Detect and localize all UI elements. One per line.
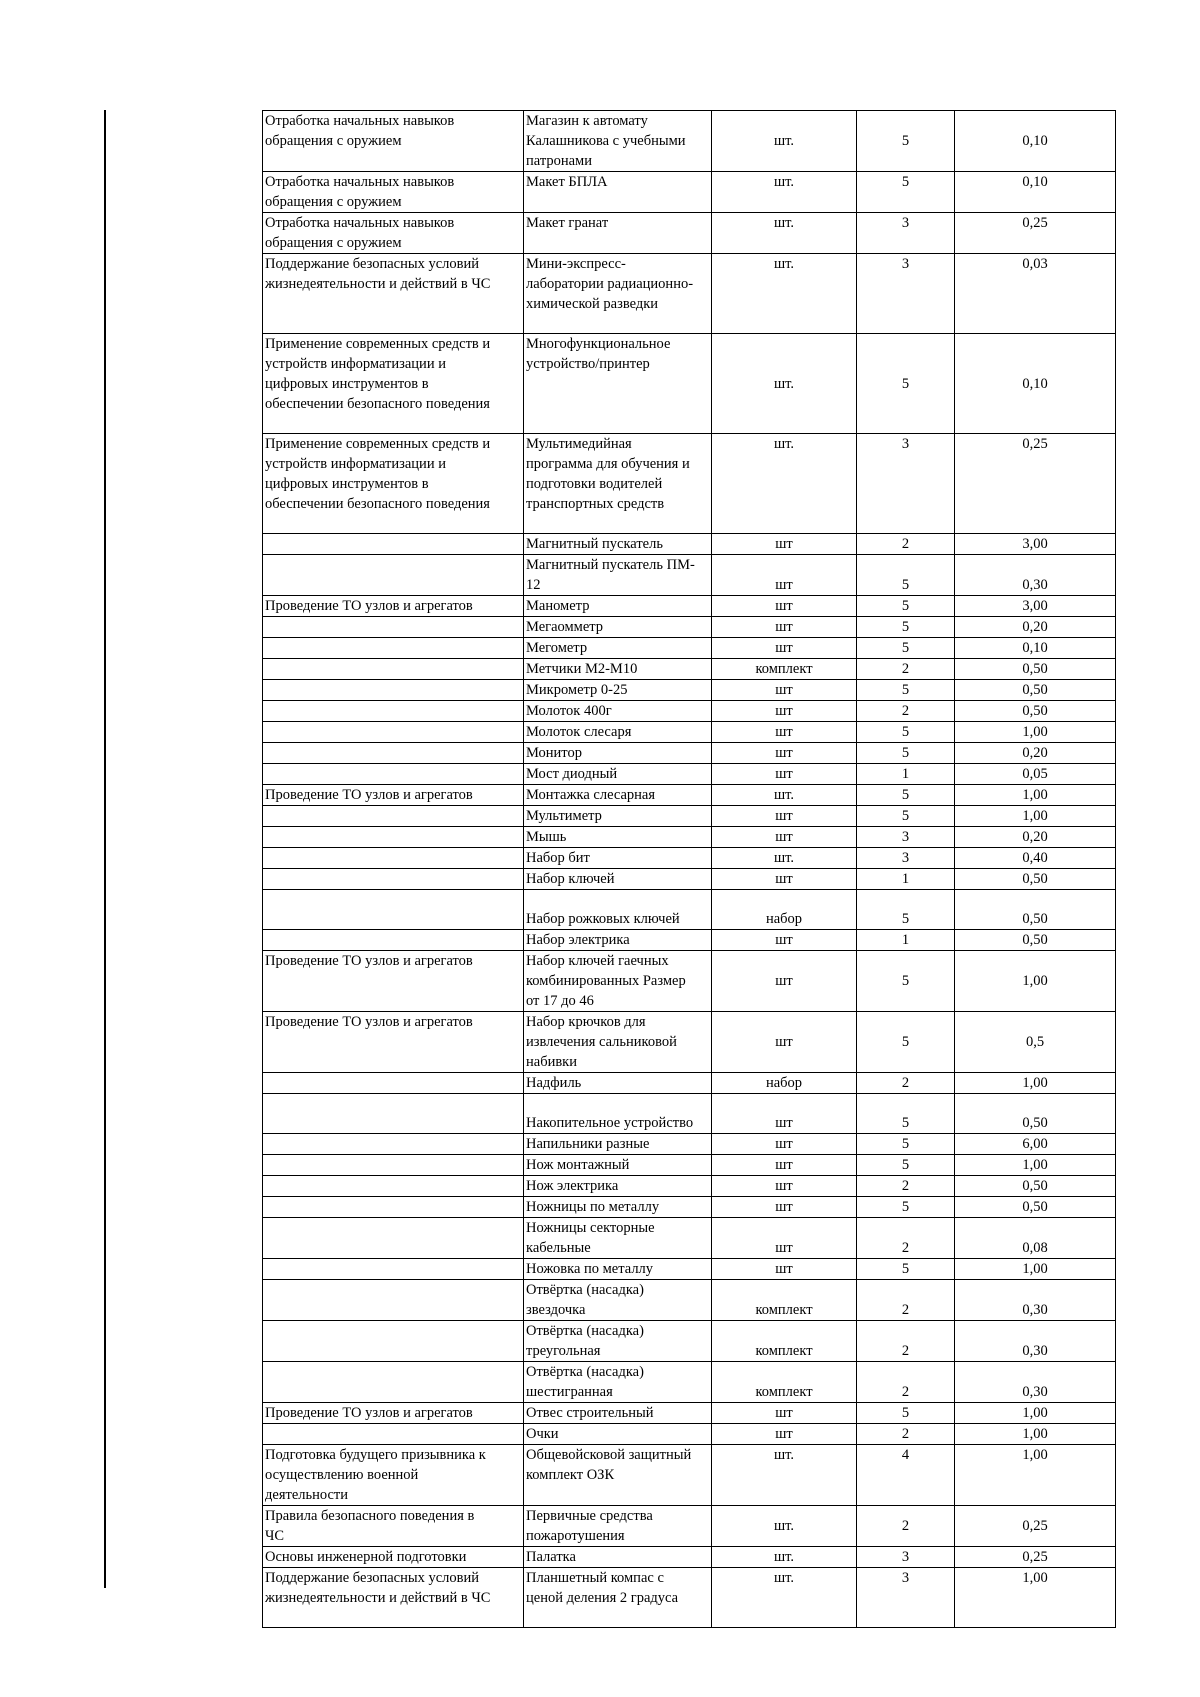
value-cell: 1,00 bbox=[955, 1445, 1116, 1506]
value-cell: 0,50 bbox=[955, 930, 1116, 951]
value-cell: 1,00 bbox=[955, 1259, 1116, 1280]
value-cell: 1,00 bbox=[955, 951, 1116, 1012]
table-row bbox=[263, 534, 1116, 555]
unit-cell: шт bbox=[712, 617, 857, 638]
table-row bbox=[263, 1094, 1116, 1134]
value-cell: 0,30 bbox=[955, 1362, 1116, 1403]
table-row bbox=[263, 434, 1116, 534]
item-name-cell: Манометр bbox=[524, 596, 712, 617]
item-name-cell: Монтажка слесарная bbox=[524, 785, 712, 806]
item-name-cell: Молоток 400г bbox=[524, 701, 712, 722]
table-row bbox=[263, 785, 1116, 806]
unit-cell: шт bbox=[712, 596, 857, 617]
table-row bbox=[263, 213, 1116, 254]
item-name-cell: Отвёртка (насадка) шестигранная bbox=[524, 1362, 712, 1403]
activity-cell bbox=[263, 743, 524, 764]
quantity-cell: 2 bbox=[857, 659, 955, 680]
quantity-cell: 3 bbox=[857, 827, 955, 848]
table-row bbox=[263, 1362, 1116, 1403]
quantity-cell: 4 bbox=[857, 1445, 955, 1506]
item-name-cell: Мини-экспресс- лаборатории радиационно- химической разведки bbox=[524, 254, 712, 334]
item-name-cell: Молоток слесаря bbox=[524, 722, 712, 743]
activity-cell bbox=[263, 1197, 524, 1218]
table-row bbox=[263, 172, 1116, 213]
value-cell: 0,25 bbox=[955, 1547, 1116, 1568]
unit-cell: шт. bbox=[712, 434, 857, 534]
unit-cell: шт bbox=[712, 869, 857, 890]
unit-cell: шт bbox=[712, 1094, 857, 1134]
item-name-cell: Набор крючков для извлечения сальниковой набивки bbox=[524, 1012, 712, 1073]
unit-cell: набор bbox=[712, 890, 857, 930]
unit-cell: шт bbox=[712, 1012, 857, 1073]
unit-cell: шт bbox=[712, 951, 857, 1012]
quantity-cell: 5 bbox=[857, 1155, 955, 1176]
table-row bbox=[263, 1424, 1116, 1445]
activity-cell bbox=[263, 1362, 524, 1403]
table-row bbox=[263, 334, 1116, 434]
activity-cell: Проведение ТО узлов и агрегатов bbox=[263, 951, 524, 1012]
item-name-cell: Первичные средства пожаротушения bbox=[524, 1506, 712, 1547]
value-cell: 0,05 bbox=[955, 764, 1116, 785]
activity-cell bbox=[263, 701, 524, 722]
table-row bbox=[263, 1218, 1116, 1259]
activity-cell bbox=[263, 1424, 524, 1445]
item-name-cell: Микрометр 0-25 bbox=[524, 680, 712, 701]
table-row bbox=[263, 827, 1116, 848]
table-row bbox=[263, 1445, 1116, 1506]
activity-cell bbox=[263, 680, 524, 701]
unit-cell: шт bbox=[712, 1176, 857, 1197]
item-name-cell: Мышь bbox=[524, 827, 712, 848]
table-row bbox=[263, 869, 1116, 890]
activity-cell bbox=[263, 1094, 524, 1134]
quantity-cell: 5 bbox=[857, 890, 955, 930]
item-name-cell: Общевойсковой защитный комплект ОЗК bbox=[524, 1445, 712, 1506]
quantity-cell: 3 bbox=[857, 1547, 955, 1568]
value-cell: 0,25 bbox=[955, 434, 1116, 534]
activity-cell: Проведение ТО узлов и агрегатов bbox=[263, 1403, 524, 1424]
table-row bbox=[263, 1073, 1116, 1094]
table-row bbox=[263, 638, 1116, 659]
value-cell: 0,25 bbox=[955, 1506, 1116, 1547]
item-name-cell: Мультимедийная программа для обучения и подготовки водителей транспортных средств bbox=[524, 434, 712, 534]
activity-cell: Подготовка будущего призывника к осуществлению военной деятельности bbox=[263, 1445, 524, 1506]
quantity-cell: 5 bbox=[857, 785, 955, 806]
unit-cell: шт bbox=[712, 534, 857, 555]
unit-cell: шт. bbox=[712, 785, 857, 806]
value-cell: 1,00 bbox=[955, 806, 1116, 827]
value-cell: 1,00 bbox=[955, 1403, 1116, 1424]
quantity-cell: 2 bbox=[857, 1176, 955, 1197]
table-row bbox=[263, 617, 1116, 638]
table-row bbox=[263, 1547, 1116, 1568]
activity-cell: Проведение ТО узлов и агрегатов bbox=[263, 785, 524, 806]
unit-cell: шт bbox=[712, 680, 857, 701]
unit-cell: комплект bbox=[712, 1280, 857, 1321]
activity-cell: Поддержание безопасных условий жизнедеятельности и действий в ЧС bbox=[263, 1568, 524, 1628]
unit-cell: шт. bbox=[712, 1445, 857, 1506]
item-name-cell: Магазин к автомату Калашникова с учебными патронами bbox=[524, 111, 712, 172]
unit-cell: шт bbox=[712, 555, 857, 596]
quantity-cell: 5 bbox=[857, 1012, 955, 1073]
unit-cell: шт bbox=[712, 930, 857, 951]
activity-cell: Отработка начальных навыков обращения с оружием bbox=[263, 213, 524, 254]
activity-cell bbox=[263, 722, 524, 743]
activity-cell: Отработка начальных навыков обращения с оружием bbox=[263, 111, 524, 172]
table-row bbox=[263, 848, 1116, 869]
value-cell: 1,00 bbox=[955, 722, 1116, 743]
quantity-cell: 1 bbox=[857, 930, 955, 951]
item-name-cell: Многофункциональное устройство/принтер bbox=[524, 334, 712, 434]
table-row bbox=[263, 1259, 1116, 1280]
activity-cell bbox=[263, 1176, 524, 1197]
table-row bbox=[263, 1012, 1116, 1073]
item-name-cell: Набор рожковых ключей bbox=[524, 890, 712, 930]
value-cell: 0,50 bbox=[955, 701, 1116, 722]
quantity-cell: 5 bbox=[857, 806, 955, 827]
quantity-cell: 5 bbox=[857, 596, 955, 617]
value-cell: 0,30 bbox=[955, 1280, 1116, 1321]
item-name-cell: Планшетный компас с ценой деления 2 градуса bbox=[524, 1568, 712, 1628]
value-cell: 0,10 bbox=[955, 172, 1116, 213]
value-cell: 0,20 bbox=[955, 743, 1116, 764]
quantity-cell: 5 bbox=[857, 1259, 955, 1280]
value-cell: 0,50 bbox=[955, 1094, 1116, 1134]
table-row bbox=[263, 722, 1116, 743]
activity-cell bbox=[263, 1280, 524, 1321]
item-name-cell: Магнитный пускатель bbox=[524, 534, 712, 555]
activity-cell bbox=[263, 555, 524, 596]
quantity-cell: 5 bbox=[857, 1134, 955, 1155]
quantity-cell: 5 bbox=[857, 951, 955, 1012]
value-cell: 0,5 bbox=[955, 1012, 1116, 1073]
unit-cell: шт bbox=[712, 722, 857, 743]
value-cell: 0,50 bbox=[955, 869, 1116, 890]
activity-cell: Проведение ТО узлов и агрегатов bbox=[263, 1012, 524, 1073]
unit-cell: шт. bbox=[712, 111, 857, 172]
unit-cell: комплект bbox=[712, 1321, 857, 1362]
activity-cell bbox=[263, 869, 524, 890]
quantity-cell: 2 bbox=[857, 1424, 955, 1445]
value-cell: 0,10 bbox=[955, 638, 1116, 659]
unit-cell: шт. bbox=[712, 172, 857, 213]
value-cell: 1,00 bbox=[955, 1568, 1116, 1628]
page-margin-line bbox=[104, 110, 106, 1588]
activity-cell bbox=[263, 930, 524, 951]
item-name-cell: Отвес строительный bbox=[524, 1403, 712, 1424]
item-name-cell: Напильники разные bbox=[524, 1134, 712, 1155]
activity-cell bbox=[263, 638, 524, 659]
quantity-cell: 2 bbox=[857, 1073, 955, 1094]
quantity-cell: 2 bbox=[857, 701, 955, 722]
value-cell: 3,00 bbox=[955, 534, 1116, 555]
value-cell: 0,08 bbox=[955, 1218, 1116, 1259]
activity-cell: Применение современных средств и устройств информатизации и цифровых инструментов в обеспечении безопасного поведения bbox=[263, 334, 524, 434]
value-cell: 3,00 bbox=[955, 596, 1116, 617]
table-row bbox=[263, 930, 1116, 951]
item-name-cell: Мегометр bbox=[524, 638, 712, 659]
unit-cell: шт bbox=[712, 1403, 857, 1424]
item-name-cell: Отвёртка (насадка) звездочка bbox=[524, 1280, 712, 1321]
item-name-cell: Мультиметр bbox=[524, 806, 712, 827]
activity-cell bbox=[263, 1155, 524, 1176]
value-cell: 0,20 bbox=[955, 827, 1116, 848]
quantity-cell: 5 bbox=[857, 722, 955, 743]
quantity-cell: 5 bbox=[857, 743, 955, 764]
value-cell: 6,00 bbox=[955, 1134, 1116, 1155]
quantity-cell: 5 bbox=[857, 680, 955, 701]
unit-cell: шт bbox=[712, 1218, 857, 1259]
equipment-table bbox=[262, 110, 1116, 1628]
item-name-cell: Отвёртка (насадка) треугольная bbox=[524, 1321, 712, 1362]
item-name-cell: Набор бит bbox=[524, 848, 712, 869]
activity-cell bbox=[263, 1218, 524, 1259]
unit-cell: шт. bbox=[712, 213, 857, 254]
quantity-cell: 2 bbox=[857, 1506, 955, 1547]
table-row bbox=[263, 1197, 1116, 1218]
table-row bbox=[263, 1134, 1116, 1155]
value-cell: 0,40 bbox=[955, 848, 1116, 869]
table-row bbox=[263, 890, 1116, 930]
item-name-cell: Макет БПЛА bbox=[524, 172, 712, 213]
quantity-cell: 5 bbox=[857, 1403, 955, 1424]
quantity-cell: 5 bbox=[857, 172, 955, 213]
activity-cell bbox=[263, 806, 524, 827]
value-cell: 0,30 bbox=[955, 1321, 1116, 1362]
quantity-cell: 3 bbox=[857, 1568, 955, 1628]
activity-cell bbox=[263, 890, 524, 930]
value-cell: 0,50 bbox=[955, 890, 1116, 930]
activity-cell bbox=[263, 617, 524, 638]
unit-cell: шт bbox=[712, 1259, 857, 1280]
value-cell: 0,30 bbox=[955, 555, 1116, 596]
activity-cell bbox=[263, 848, 524, 869]
unit-cell: шт bbox=[712, 827, 857, 848]
activity-cell: Отработка начальных навыков обращения с оружием bbox=[263, 172, 524, 213]
unit-cell: шт. bbox=[712, 254, 857, 334]
table-row bbox=[263, 951, 1116, 1012]
table-row bbox=[263, 701, 1116, 722]
item-name-cell: Набор ключей bbox=[524, 869, 712, 890]
table-row bbox=[263, 764, 1116, 785]
unit-cell: шт. bbox=[712, 1506, 857, 1547]
quantity-cell: 5 bbox=[857, 638, 955, 659]
quantity-cell: 3 bbox=[857, 213, 955, 254]
item-name-cell: Очки bbox=[524, 1424, 712, 1445]
item-name-cell: Магнитный пускатель ПМ- 12 bbox=[524, 555, 712, 596]
unit-cell: шт bbox=[712, 764, 857, 785]
unit-cell: шт bbox=[712, 743, 857, 764]
item-name-cell: Метчики М2-М10 bbox=[524, 659, 712, 680]
quantity-cell: 5 bbox=[857, 1197, 955, 1218]
value-cell: 0,20 bbox=[955, 617, 1116, 638]
unit-cell: шт bbox=[712, 1134, 857, 1155]
table-row bbox=[263, 659, 1116, 680]
value-cell: 1,00 bbox=[955, 1424, 1116, 1445]
unit-cell: шт bbox=[712, 638, 857, 659]
quantity-cell: 2 bbox=[857, 1362, 955, 1403]
table-row bbox=[263, 596, 1116, 617]
activity-cell: Правила безопасного поведения в ЧС bbox=[263, 1506, 524, 1547]
quantity-cell: 2 bbox=[857, 1280, 955, 1321]
activity-cell: Проведение ТО узлов и агрегатов bbox=[263, 596, 524, 617]
quantity-cell: 5 bbox=[857, 617, 955, 638]
quantity-cell: 2 bbox=[857, 1321, 955, 1362]
table-row bbox=[263, 1403, 1116, 1424]
value-cell: 1,00 bbox=[955, 1155, 1116, 1176]
value-cell: 1,00 bbox=[955, 785, 1116, 806]
unit-cell: шт bbox=[712, 1197, 857, 1218]
activity-cell bbox=[263, 827, 524, 848]
table-row bbox=[263, 555, 1116, 596]
value-cell: 0,50 bbox=[955, 1197, 1116, 1218]
item-name-cell: Ножницы по металлу bbox=[524, 1197, 712, 1218]
table-row bbox=[263, 1321, 1116, 1362]
activity-cell: Поддержание безопасных условий жизнедеятельности и действий в ЧС bbox=[263, 254, 524, 334]
item-name-cell: Накопительное устройство bbox=[524, 1094, 712, 1134]
item-name-cell: Нож монтажный bbox=[524, 1155, 712, 1176]
unit-cell: шт. bbox=[712, 1547, 857, 1568]
quantity-cell: 3 bbox=[857, 848, 955, 869]
quantity-cell: 5 bbox=[857, 111, 955, 172]
item-name-cell: Ножовка по металлу bbox=[524, 1259, 712, 1280]
table-row bbox=[263, 680, 1116, 701]
item-name-cell: Мегаомметр bbox=[524, 617, 712, 638]
unit-cell: шт bbox=[712, 806, 857, 827]
item-name-cell: Монитор bbox=[524, 743, 712, 764]
quantity-cell: 2 bbox=[857, 1218, 955, 1259]
unit-cell: шт. bbox=[712, 1568, 857, 1628]
value-cell: 0,50 bbox=[955, 680, 1116, 701]
quantity-cell: 1 bbox=[857, 764, 955, 785]
value-cell: 0,50 bbox=[955, 659, 1116, 680]
item-name-cell: Макет гранат bbox=[524, 213, 712, 254]
activity-cell: Основы инженерной подготовки bbox=[263, 1547, 524, 1568]
activity-cell bbox=[263, 1134, 524, 1155]
item-name-cell: Палатка bbox=[524, 1547, 712, 1568]
table-row bbox=[263, 743, 1116, 764]
unit-cell: шт. bbox=[712, 848, 857, 869]
value-cell: 1,00 bbox=[955, 1073, 1116, 1094]
unit-cell: шт bbox=[712, 1424, 857, 1445]
item-name-cell: Ножницы секторные кабельные bbox=[524, 1218, 712, 1259]
table-row bbox=[263, 806, 1116, 827]
activity-cell bbox=[263, 534, 524, 555]
table-row bbox=[263, 111, 1116, 172]
unit-cell: комплект bbox=[712, 1362, 857, 1403]
quantity-cell: 5 bbox=[857, 1094, 955, 1134]
value-cell: 0,10 bbox=[955, 111, 1116, 172]
unit-cell: шт bbox=[712, 1155, 857, 1176]
item-name-cell: Надфиль bbox=[524, 1073, 712, 1094]
value-cell: 0,25 bbox=[955, 213, 1116, 254]
quantity-cell: 3 bbox=[857, 254, 955, 334]
table-row bbox=[263, 1506, 1116, 1547]
table-row bbox=[263, 1176, 1116, 1197]
activity-cell bbox=[263, 1321, 524, 1362]
activity-cell: Применение современных средств и устройств информатизации и цифровых инструментов в обеспечении безопасного поведения bbox=[263, 434, 524, 534]
quantity-cell: 2 bbox=[857, 534, 955, 555]
value-cell: 0,10 bbox=[955, 334, 1116, 434]
table-row bbox=[263, 254, 1116, 334]
item-name-cell: Набор электрика bbox=[524, 930, 712, 951]
activity-cell bbox=[263, 1073, 524, 1094]
unit-cell: набор bbox=[712, 1073, 857, 1094]
unit-cell: шт. bbox=[712, 334, 857, 434]
table-row bbox=[263, 1568, 1116, 1628]
table-row bbox=[263, 1155, 1116, 1176]
value-cell: 0,50 bbox=[955, 1176, 1116, 1197]
activity-cell bbox=[263, 764, 524, 785]
quantity-cell: 3 bbox=[857, 434, 955, 534]
quantity-cell: 5 bbox=[857, 555, 955, 596]
unit-cell: шт bbox=[712, 701, 857, 722]
activity-cell bbox=[263, 1259, 524, 1280]
item-name-cell: Мост диодный bbox=[524, 764, 712, 785]
equipment-table-body bbox=[263, 111, 1116, 1628]
quantity-cell: 5 bbox=[857, 334, 955, 434]
quantity-cell: 1 bbox=[857, 869, 955, 890]
item-name-cell: Набор ключей гаечных комбинированных Размер от 17 до 46 bbox=[524, 951, 712, 1012]
table-row bbox=[263, 1280, 1116, 1321]
value-cell: 0,03 bbox=[955, 254, 1116, 334]
unit-cell: комплект bbox=[712, 659, 857, 680]
activity-cell bbox=[263, 659, 524, 680]
item-name-cell: Нож электрика bbox=[524, 1176, 712, 1197]
